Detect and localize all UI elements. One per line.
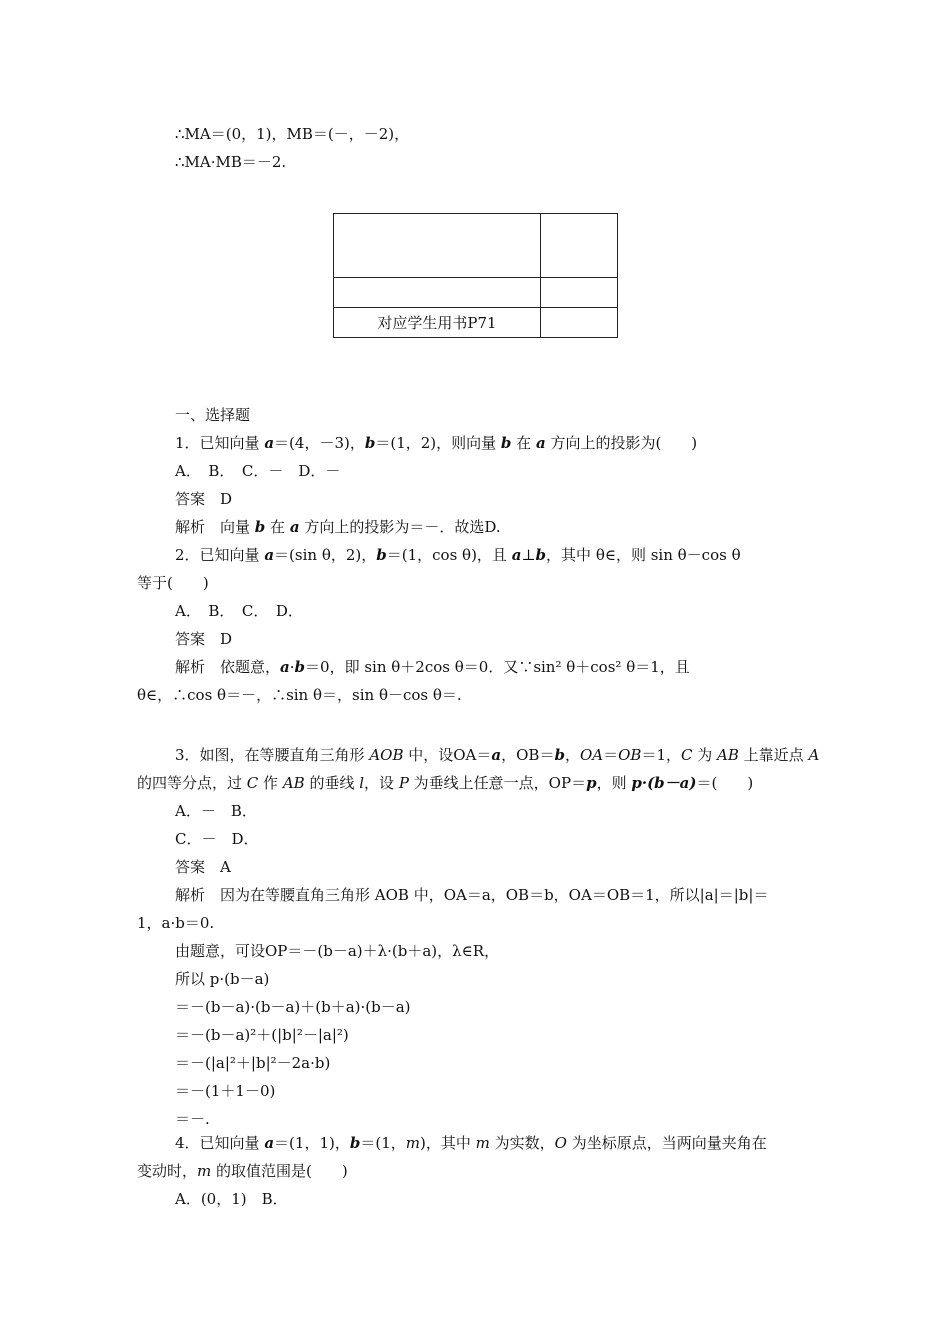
table-cell bbox=[541, 214, 618, 278]
q2-options: A． B． C． D． bbox=[175, 602, 303, 620]
line-ma-mb: ∴MA＝(0，1)，MB＝(－，－2)， bbox=[175, 125, 410, 143]
q3-options-2: C．－ D． bbox=[175, 830, 259, 848]
table-cell bbox=[334, 214, 541, 278]
q3-stem-cont: 的四等分点，过 C 作 AB 的垂线 l，设 P 为垂线上任意一点，OP＝p，则 p·(b－a)＝( ) bbox=[137, 774, 754, 792]
q3-analysis-5: ＝－(b－a)·(b－a)＋(b＋a)·(b－a) bbox=[175, 998, 411, 1016]
table-cell bbox=[541, 278, 618, 308]
q3-analysis-1: 解析 因为在等腰直角三角形 AOB 中，OA＝a，OB＝b，OA＝OB＝1，所以|a|＝|b|＝ bbox=[175, 886, 769, 904]
q4-stem-cont: 变动时，m 的取值范围是( ) bbox=[137, 1162, 348, 1180]
header-table bbox=[333, 213, 618, 338]
q3-stem: 3．如图，在等腰直角三角形 AOB 中，设OA＝a，OB＝b，OA＝OB＝1，C 为 AB 上靠近点 A bbox=[175, 746, 820, 764]
q3-options-1: A．－ B． bbox=[175, 802, 257, 820]
q1-answer: 答案 D bbox=[175, 490, 233, 508]
q2-analysis: 解析 依题意，a·b＝0，即 sin θ＋2cos θ＝0．又∵sin² θ＋cos² θ＝1，且 bbox=[175, 658, 690, 676]
q4-stem: 4．已知向量 a＝(1，1)，b＝(1，m)，其中 m 为实数，O 为坐标原点，当两向量夹角在 bbox=[175, 1134, 767, 1152]
table-cell bbox=[334, 278, 541, 308]
q3-analysis-2: 1，a·b＝0. bbox=[137, 914, 215, 932]
q2-stem: 2．已知向量 a＝(sin θ，2)，b＝(1，cos θ)，且 a⊥b，其中 θ∈，则 sin θ－cos θ bbox=[175, 546, 741, 564]
line-dot-product: ∴MA·MB＝－2. bbox=[175, 153, 287, 171]
section-title: 一、选择题 bbox=[175, 406, 251, 424]
q1-stem: 1．已知向量 a＝(4，－3)，b＝(1，2)，则向量 b 在 a 方向上的投影为( ) bbox=[175, 434, 698, 452]
q3-analysis-6: ＝－(b－a)²＋(|b|²－|a|²) bbox=[175, 1026, 349, 1044]
q3-analysis-4: 所以 p·(b－a) bbox=[175, 970, 270, 988]
q3-analysis-3: 由题意，可设OP＝－(b－a)＋λ·(b＋a)，λ∈R， bbox=[175, 942, 500, 960]
q2-answer: 答案 D bbox=[175, 630, 233, 648]
q3-analysis-7: ＝－(|a|²＋|b|²－2a·b) bbox=[175, 1054, 331, 1072]
q3-analysis-8: ＝－(1＋1－0) bbox=[175, 1082, 276, 1100]
q3-answer: 答案 A bbox=[175, 858, 231, 876]
table-cell bbox=[541, 308, 618, 338]
q1-analysis: 解析 向量 b 在 a 方向上的投影为＝－．故选D. bbox=[175, 518, 501, 536]
q2-stem-cont: 等于( ) bbox=[137, 574, 209, 592]
q1-options: A． B． C．－ D．－ bbox=[175, 462, 341, 480]
table-label-cell: 对应学生用书P71 bbox=[334, 308, 541, 338]
q2-analysis-cont: θ∈，∴cos θ＝－，∴sin θ＝，sin θ－cos θ＝. bbox=[137, 686, 462, 704]
q3-analysis-9: ＝－. bbox=[175, 1110, 210, 1128]
q4-options: A．(0，1) B． bbox=[175, 1190, 288, 1208]
